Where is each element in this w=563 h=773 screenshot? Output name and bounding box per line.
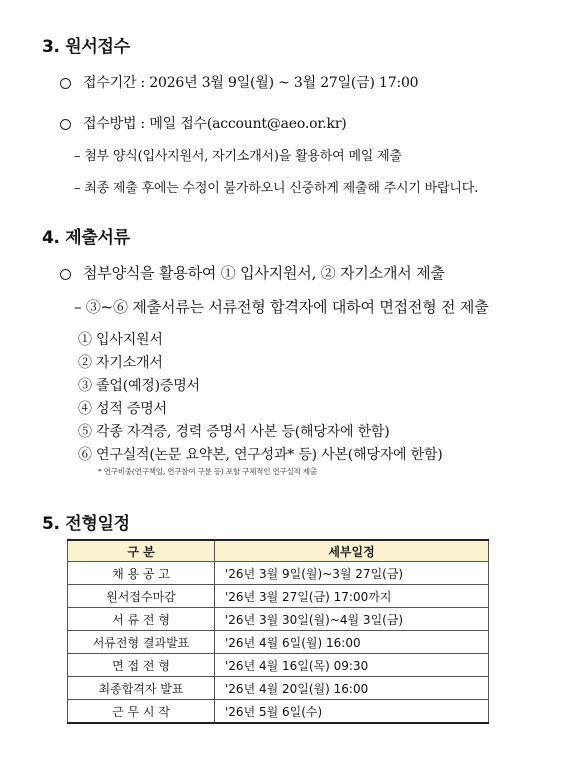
schedule-detail: '26년 3월 30일(월)~4월 3일(금): [215, 608, 489, 631]
application-method: [60, 113, 347, 133]
bullet-circle-icon: [60, 119, 71, 130]
schedule-detail: '26년 3월 27일(금) 17:00까지: [215, 585, 489, 608]
table-row: [68, 677, 489, 700]
schedule-category: 원서접수마감: [68, 585, 215, 608]
table-row: [68, 700, 489, 724]
documents-sub: – ③~⑥ 제출서류는 서류전형 합격자에 대하여 면접전형 전 제출: [74, 298, 489, 316]
table-row: [68, 608, 489, 631]
schedule-header-row: [68, 540, 489, 562]
section-3-title: 3. 원서접수: [42, 37, 130, 57]
document-item: ⑤ 각종 자격증, 경력 증명서 사본 등(해당자에 한함): [78, 424, 390, 440]
documents-lead-text: 첨부양식을 활용하여 ① 입사지원서, ② 자기소개서 제출: [83, 264, 445, 282]
method-note-2: – 최종 제출 후에는 수정이 불가하오니 신중하게 제출해 주시기 바랍니다.: [74, 181, 479, 196]
research-footnote: * 연구비중(연구책임, 연구참여 구분 등) 포함 구체적인 연구실적 제출: [98, 467, 317, 476]
bullet-circle-icon: [60, 78, 71, 89]
table-row: [68, 631, 489, 654]
application-method-text: 접수방법 : 메일 접수(account@aeo.or.kr): [83, 116, 347, 132]
schedule-category: 서류전형 결과발표: [68, 631, 215, 654]
section-4-title: 4. 제출서류: [42, 228, 130, 248]
document-item: ① 입사지원서: [78, 332, 163, 348]
application-period-text: 접수기간 : 2026년 3월 9일(월) ~ 3월 27일(금) 17:00: [83, 75, 419, 91]
schedule-header-category: 구 분: [68, 540, 215, 562]
table-row: [68, 654, 489, 677]
document-item: ② 자기소개서: [78, 355, 163, 371]
schedule-detail: '26년 4월 16일(목) 09:30: [215, 654, 489, 677]
table-row: [68, 585, 489, 608]
application-period: [60, 72, 418, 92]
schedule-category: 채 용 공 고: [68, 562, 215, 585]
document-item: ④ 성적 증명서: [78, 401, 167, 417]
document-item: ③ 졸업(예정)증명서: [78, 378, 200, 394]
documents-lead: [60, 262, 445, 283]
method-note-1: – 첨부 양식(입사지원서, 자기소개서)을 활용하여 메일 제출: [74, 149, 402, 164]
schedule-detail: '26년 4월 20일(월) 16:00: [215, 677, 489, 700]
schedule-category: 서 류 전 형: [68, 608, 215, 631]
table-row: [68, 562, 489, 585]
schedule-category: 근 무 시 작: [68, 700, 215, 724]
schedule-detail: '26년 3월 9일(월)~3월 27일(금): [215, 562, 489, 585]
schedule-category: 최종합격자 발표: [68, 677, 215, 700]
schedule-header-detail: 세부일정: [215, 540, 489, 562]
section-5-title: 5. 전형일정: [42, 514, 130, 534]
schedule-table: [67, 539, 489, 724]
bullet-circle-icon: [60, 269, 71, 280]
schedule-detail: '26년 4월 6일(월) 16:00: [215, 631, 489, 654]
schedule-category: 면 접 전 형: [68, 654, 215, 677]
schedule-detail: '26년 5월 6일(수): [215, 700, 489, 724]
document-item: ⑥ 연구실적(논문 요약본, 연구성과* 등) 사본(해당자에 한함): [78, 447, 443, 463]
